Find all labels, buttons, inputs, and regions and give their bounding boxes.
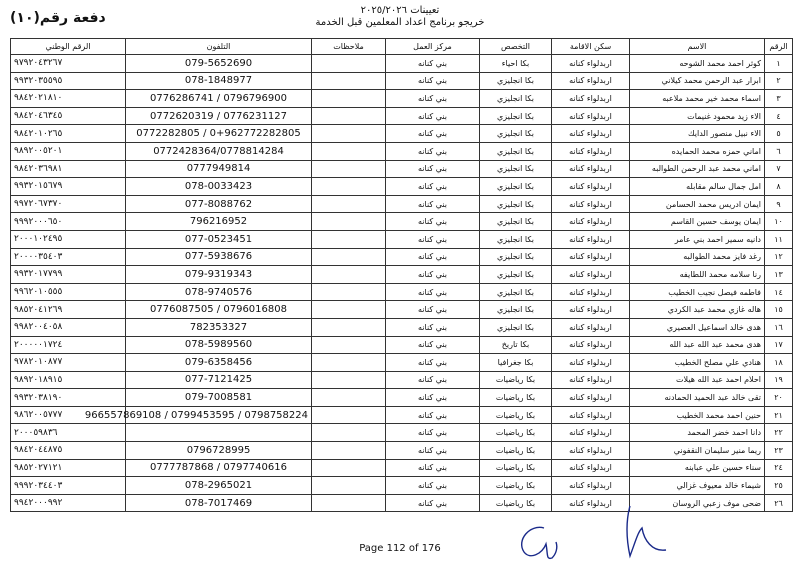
- cell-center: بني كنانه: [386, 318, 480, 336]
- cell-addr: اربدلواء كنانه: [552, 424, 630, 442]
- cell-phone: 077-5938676: [126, 248, 312, 266]
- cell-natid: ٩٩٧٢٠٦٧٣٧٠: [11, 195, 126, 213]
- cell-spec: بكا رياضيات: [480, 424, 552, 442]
- cell-idx: ١٨: [765, 354, 793, 372]
- cell-note: [312, 230, 386, 248]
- cell-note: [312, 354, 386, 372]
- signature-mark-1: [512, 518, 564, 564]
- cell-spec: بكا انجليزي: [480, 160, 552, 178]
- cell-idx: ١٤: [765, 283, 793, 301]
- table-row: [11, 459, 793, 477]
- cell-idx: ١٠: [765, 213, 793, 231]
- cell-idx: ٦: [765, 142, 793, 160]
- cell-natid: ٢٠٠٠٠٣٥٤٠٣: [11, 248, 126, 266]
- cell-phone: 0777949814: [126, 160, 312, 178]
- cell-phone: 0776231127 / 0772620319: [126, 107, 312, 125]
- column-header: سكن الاقامة: [552, 39, 630, 55]
- cell-name: ريما منير سليمان النقفوني: [630, 442, 765, 460]
- table-row: [11, 142, 793, 160]
- cell-phone: 079-7008581: [126, 389, 312, 407]
- column-header: الاسم: [630, 39, 765, 55]
- cell-idx: ٢١: [765, 406, 793, 424]
- cell-name: شيماء خالد معيوف غزالي: [630, 477, 765, 495]
- cell-addr: اربدلواء كنانه: [552, 195, 630, 213]
- table-row: [11, 477, 793, 495]
- cell-idx: ٢: [765, 72, 793, 90]
- cell-note: [312, 178, 386, 196]
- document-subtitle: خريجو برنامج اعداد المعلمين قبل الخدمة: [315, 17, 485, 28]
- cell-addr: اربدلواء كنانه: [552, 213, 630, 231]
- column-header: التلفون: [126, 39, 312, 55]
- cell-idx: ١٥: [765, 301, 793, 319]
- cell-spec: بكا رياضيات: [480, 389, 552, 407]
- cell-spec: بكا انجليزي: [480, 107, 552, 125]
- cell-idx: ١١: [765, 230, 793, 248]
- cell-phone: 078-1848977: [126, 72, 312, 90]
- cell-spec: بكا انجليزي: [480, 230, 552, 248]
- table-row: [11, 107, 793, 125]
- cell-idx: ٢٦: [765, 494, 793, 512]
- cell-center: بني كنانه: [386, 459, 480, 477]
- cell-note: [312, 494, 386, 512]
- cell-note: [312, 424, 386, 442]
- cell-addr: اربدلواء كنانه: [552, 494, 630, 512]
- cell-natid: ٩٨٤٢٠١٠٢٦٥: [11, 125, 126, 143]
- cell-phone: 796216952: [126, 213, 312, 231]
- table-row: [11, 301, 793, 319]
- cell-addr: اربدلواء كنانه: [552, 55, 630, 73]
- table-row: [11, 318, 793, 336]
- cell-spec: بكا انجليزي: [480, 213, 552, 231]
- cell-natid: ٩٨٤٢٠٢١٨١٠: [11, 90, 126, 108]
- cell-spec: بكا انجليزي: [480, 266, 552, 284]
- cell-spec: بكا رياضيات: [480, 477, 552, 495]
- cell-natid: ٩٩٨٢٠٠٤٠٥٨: [11, 318, 126, 336]
- cell-addr: اربدلواء كنانه: [552, 318, 630, 336]
- cell-note: [312, 336, 386, 354]
- cell-addr: اربدلواء كنانه: [552, 389, 630, 407]
- cell-phone: 078-7017469: [126, 494, 312, 512]
- cell-phone: 0796728995: [126, 442, 312, 460]
- table-row: [11, 55, 793, 73]
- cell-phone: 078-5989560: [126, 336, 312, 354]
- cell-name: رنا سلامه محمد اللطايفه: [630, 266, 765, 284]
- table-row: [11, 494, 793, 512]
- cell-spec: بكا رياضيات: [480, 494, 552, 512]
- cell-name: ضحى موف زعبي الروسان: [630, 494, 765, 512]
- cell-center: بني كنانه: [386, 424, 480, 442]
- cell-name: الاء نبيل منصور الدايك: [630, 125, 765, 143]
- cell-spec: بكا رياضيات: [480, 442, 552, 460]
- cell-center: بني كنانه: [386, 406, 480, 424]
- table-row: [11, 389, 793, 407]
- table-row: [11, 424, 793, 442]
- cell-note: [312, 160, 386, 178]
- cell-name: اماني حمزه محمد الحمايده: [630, 142, 765, 160]
- table-row: [11, 248, 793, 266]
- cell-name: هدى خالد اسماعيل العصيري: [630, 318, 765, 336]
- table-row: [11, 336, 793, 354]
- cell-addr: اربدلواء كنانه: [552, 336, 630, 354]
- cell-addr: اربدلواء كنانه: [552, 406, 630, 424]
- column-header: الرقم الوطني: [11, 39, 126, 55]
- cell-note: [312, 301, 386, 319]
- cell-center: بني كنانه: [386, 301, 480, 319]
- cell-name: فاطمه فيصل نجيب الخطيب: [630, 283, 765, 301]
- cell-center: بني كنانه: [386, 55, 480, 73]
- document-header: [0, 5, 800, 29]
- cell-center: بني كنانه: [386, 494, 480, 512]
- cell-natid: ٩٨٤٢٠٤٦٣٤٥: [11, 107, 126, 125]
- cell-spec: بكا جغرافيا: [480, 354, 552, 372]
- cell-addr: اربدلواء كنانه: [552, 125, 630, 143]
- cell-natid: ٢٠٠٠٠٠١٧٢٤: [11, 336, 126, 354]
- cell-name: كوثر احمد محمد الشوحه: [630, 55, 765, 73]
- cell-spec: بكا انجليزي: [480, 90, 552, 108]
- cell-note: [312, 266, 386, 284]
- cell-spec: بكا انجليزي: [480, 248, 552, 266]
- cell-addr: اربدلواء كنانه: [552, 301, 630, 319]
- table-header-row: [11, 39, 793, 55]
- cell-spec: بكا تاريخ: [480, 336, 552, 354]
- cell-idx: ٥: [765, 125, 793, 143]
- cell-name: دانا احمد خضر المحمد: [630, 424, 765, 442]
- cell-center: بني كنانه: [386, 90, 480, 108]
- table-row: [11, 125, 793, 143]
- cell-name: دانيه سمير احمد بني عامر: [630, 230, 765, 248]
- cell-note: [312, 406, 386, 424]
- table-row: [11, 90, 793, 108]
- column-header: التخصص: [480, 39, 552, 55]
- cell-idx: ١٢: [765, 248, 793, 266]
- cell-name: الاء زيد محمود غنيمات: [630, 107, 765, 125]
- cell-spec: بكا انجليزي: [480, 142, 552, 160]
- cell-idx: ٢٢: [765, 424, 793, 442]
- document-title: تعيينات ٢٠٢٥/٢٠٢٦: [360, 5, 440, 16]
- cell-natid: ٩٩٣٢٠١٧٧٩٩: [11, 266, 126, 284]
- cell-idx: ١٧: [765, 336, 793, 354]
- cell-idx: ٣: [765, 90, 793, 108]
- cell-natid: ٩٨٤٢٠٣٦٩٨١: [11, 160, 126, 178]
- cell-note: [312, 90, 386, 108]
- cell-idx: ٤: [765, 107, 793, 125]
- cell-idx: ٢٣: [765, 442, 793, 460]
- cell-natid: ٩٧٨٢٠١٠٨٧٧: [11, 354, 126, 372]
- cell-phone: 078-9740576: [126, 283, 312, 301]
- cell-phone: 078-2965021: [126, 477, 312, 495]
- cell-name: ايمان ادريس محمد الحسامن: [630, 195, 765, 213]
- cell-name: ايمان يوسف حسين القاسم: [630, 213, 765, 231]
- cell-center: بني كنانه: [386, 107, 480, 125]
- cell-spec: بكا انجليزي: [480, 178, 552, 196]
- cell-natid: ٩٨٩٢٠١٨٩١٥: [11, 371, 126, 389]
- cell-note: [312, 442, 386, 460]
- cell-center: بني كنانه: [386, 248, 480, 266]
- cell-note: [312, 72, 386, 90]
- cell-center: بني كنانه: [386, 125, 480, 143]
- cell-center: بني كنانه: [386, 213, 480, 231]
- cell-name: امل جمال سالم مقابله: [630, 178, 765, 196]
- cell-spec: بكا احياء: [480, 55, 552, 73]
- cell-note: [312, 195, 386, 213]
- cell-natid: ٢٠٠٠١٠٢٤٩٥: [11, 230, 126, 248]
- cell-phone: 078-0033423: [126, 178, 312, 196]
- cell-note: [312, 142, 386, 160]
- cell-addr: اربدلواء كنانه: [552, 160, 630, 178]
- cell-natid: ٩٩٩٢٠٣٤٤٠٣: [11, 477, 126, 495]
- cell-note: [312, 459, 386, 477]
- cell-note: [312, 318, 386, 336]
- cell-spec: بكا انجليزي: [480, 283, 552, 301]
- cell-phone: 077-7121425: [126, 371, 312, 389]
- cell-phone: 079-6358456: [126, 354, 312, 372]
- cell-name: سناء حسين علي عبابنه: [630, 459, 765, 477]
- appointments-table: [10, 38, 793, 512]
- cell-addr: اربدلواء كنانه: [552, 248, 630, 266]
- cell-spec: بكا انجليزي: [480, 125, 552, 143]
- cell-natid: ٩٩٤٢٠٠٠٩٩٢: [11, 494, 126, 512]
- cell-idx: ٢٤: [765, 459, 793, 477]
- cell-idx: ١: [765, 55, 793, 73]
- page-footer: Page 112 of 176: [359, 543, 441, 554]
- cell-addr: اربدلواء كنانه: [552, 178, 630, 196]
- cell-natid: ٩٩٣٢٠٣٥٥٩٥: [11, 72, 126, 90]
- cell-idx: ١٦: [765, 318, 793, 336]
- cell-note: [312, 107, 386, 125]
- cell-addr: اربدلواء كنانه: [552, 266, 630, 284]
- cell-phone: 0+962772282805 / 0772282805: [126, 125, 312, 143]
- cell-addr: اربدلواء كنانه: [552, 371, 630, 389]
- cell-idx: ٨: [765, 178, 793, 196]
- table-row: [11, 72, 793, 90]
- cell-name: هاله غازي محمد عبد الكردي: [630, 301, 765, 319]
- cell-natid: ٩٩٦٢٠١٠٥٥٥: [11, 283, 126, 301]
- cell-center: بني كنانه: [386, 371, 480, 389]
- cell-spec: بكا رياضيات: [480, 371, 552, 389]
- cell-center: بني كنانه: [386, 142, 480, 160]
- table-row: [11, 195, 793, 213]
- cell-phone: 0796796900 / 0776286741: [126, 90, 312, 108]
- cell-phone: 782353327: [126, 318, 312, 336]
- cell-name: حنين احمد محمد الخطيب: [630, 406, 765, 424]
- cell-addr: اربدلواء كنانه: [552, 459, 630, 477]
- cell-spec: بكا انجليزي: [480, 195, 552, 213]
- cell-natid: ٩٩٣٢٠١٥٦٧٩: [11, 178, 126, 196]
- cell-center: بني كنانه: [386, 283, 480, 301]
- column-header: الرقم: [765, 39, 793, 55]
- cell-spec: بكا رياضيات: [480, 459, 552, 477]
- column-header: ملاحظات: [312, 39, 386, 55]
- cell-phone: 077-0523451: [126, 230, 312, 248]
- cell-note: [312, 283, 386, 301]
- cell-phone: 0797740616 / 0777787868: [126, 459, 312, 477]
- signature-mark-2: [616, 500, 672, 562]
- table-row: [11, 442, 793, 460]
- cell-natid: ٩٨٥٢٠٢٧١٢١: [11, 459, 126, 477]
- cell-idx: ٩: [765, 195, 793, 213]
- cell-idx: ٢٠: [765, 389, 793, 407]
- cell-addr: اربدلواء كنانه: [552, 72, 630, 90]
- cell-note: [312, 125, 386, 143]
- cell-idx: ٧: [765, 160, 793, 178]
- cell-spec: بكا رياضيات: [480, 406, 552, 424]
- cell-note: [312, 371, 386, 389]
- cell-spec: بكا انجليزي: [480, 318, 552, 336]
- cell-addr: اربدلواء كنانه: [552, 90, 630, 108]
- cell-natid: ٩٩٩٢٠٠٠٦٥٠: [11, 213, 126, 231]
- cell-center: بني كنانه: [386, 389, 480, 407]
- cell-natid: ٩٨٦٢٠٠٥٧٧٧: [11, 406, 126, 424]
- cell-addr: اربدلواء كنانه: [552, 354, 630, 372]
- cell-phone: 0798758224 / 0799453595 / 966557869108: [126, 406, 312, 424]
- cell-natid: ٩٧٩٢٠٤٣٢٦٧: [11, 55, 126, 73]
- table-row: [11, 406, 793, 424]
- cell-natid: ٢٠٠٠٥٩٨٣٦: [11, 424, 126, 442]
- cell-natid: ٩٨٩٢٠٠٥٢٠١: [11, 142, 126, 160]
- batch-label: دفعة رقم(١٠): [10, 10, 106, 26]
- cell-phone: 0796016808 / 0776087505: [126, 301, 312, 319]
- table-row: [11, 178, 793, 196]
- cell-phone: 079-5652690: [126, 55, 312, 73]
- cell-note: [312, 248, 386, 266]
- cell-center: بني كنانه: [386, 160, 480, 178]
- cell-note: [312, 213, 386, 231]
- cell-natid: ٩٩٣٢٠٣٨١٩٠: [11, 389, 126, 407]
- cell-phone: [126, 424, 312, 442]
- cell-center: بني كنانه: [386, 266, 480, 284]
- cell-center: بني كنانه: [386, 336, 480, 354]
- cell-center: بني كنانه: [386, 230, 480, 248]
- cell-name: ابرار عبد الرحمن محمد كيلاني: [630, 72, 765, 90]
- table-row: [11, 266, 793, 284]
- table-row: [11, 213, 793, 231]
- cell-note: [312, 477, 386, 495]
- cell-spec: بكا انجليزي: [480, 301, 552, 319]
- cell-idx: ١٩: [765, 371, 793, 389]
- table-row: [11, 371, 793, 389]
- cell-phone: 077-8088762: [126, 195, 312, 213]
- table-row: [11, 354, 793, 372]
- cell-center: بني كنانه: [386, 195, 480, 213]
- cell-center: بني كنانه: [386, 72, 480, 90]
- table-row: [11, 283, 793, 301]
- cell-name: اسماء محمد خير محمد ملاعبه: [630, 90, 765, 108]
- cell-center: بني كنانه: [386, 354, 480, 372]
- cell-phone: 079-9319343: [126, 266, 312, 284]
- cell-name: هنادي علي مصلح الخطيب: [630, 354, 765, 372]
- cell-phone: 0772428364/0778814284: [126, 142, 312, 160]
- cell-center: بني كنانه: [386, 477, 480, 495]
- table-row: [11, 160, 793, 178]
- cell-note: [312, 389, 386, 407]
- cell-name: هدى محمد عبد الله عبد الله: [630, 336, 765, 354]
- cell-addr: اربدلواء كنانه: [552, 477, 630, 495]
- cell-idx: ١٣: [765, 266, 793, 284]
- cell-name: احلام احمد عبد الله هيلات: [630, 371, 765, 389]
- cell-name: تقى خالد عبد الحميد الحمادنه: [630, 389, 765, 407]
- cell-name: رغد فايز محمد الطوالبه: [630, 248, 765, 266]
- cell-natid: ٩٨٥٢٠٤١٢٦٩: [11, 301, 126, 319]
- table-row: [11, 230, 793, 248]
- cell-addr: اربدلواء كنانه: [552, 107, 630, 125]
- cell-note: [312, 55, 386, 73]
- column-header: مركز العمل: [386, 39, 480, 55]
- cell-center: بني كنانه: [386, 178, 480, 196]
- cell-addr: اربدلواء كنانه: [552, 442, 630, 460]
- cell-natid: ٩٨٤٢٠٤٤٨٧٥: [11, 442, 126, 460]
- cell-addr: اربدلواء كنانه: [552, 142, 630, 160]
- table-body: [11, 55, 793, 512]
- cell-name: اماني محمد عبد الرحمن الطوالبه: [630, 160, 765, 178]
- cell-addr: اربدلواء كنانه: [552, 230, 630, 248]
- cell-center: بني كنانه: [386, 442, 480, 460]
- cell-spec: بكا انجليزي: [480, 72, 552, 90]
- cell-idx: ٢٥: [765, 477, 793, 495]
- cell-addr: اربدلواء كنانه: [552, 283, 630, 301]
